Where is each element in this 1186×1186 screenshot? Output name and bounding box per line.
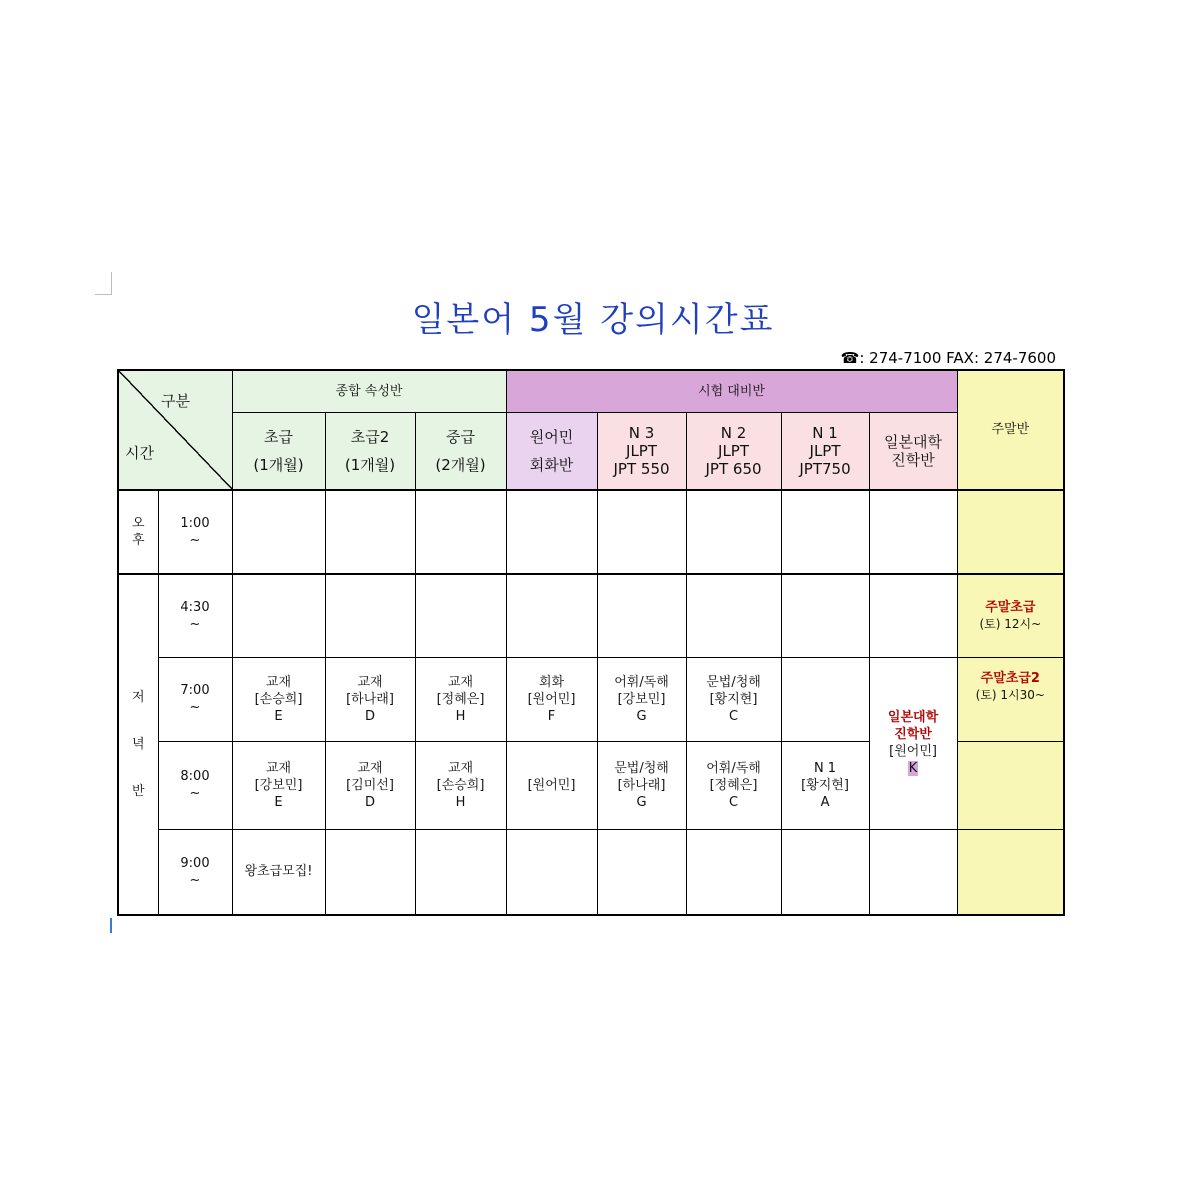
class-teacher: [하나래] — [617, 777, 666, 793]
schedule-cell — [686, 829, 781, 915]
class-cell — [506, 657, 597, 741]
class-teacher: [황지현] — [709, 691, 758, 707]
time-value: 4:30 — [180, 599, 210, 615]
class-room: A — [820, 794, 830, 810]
class-subject: 교재 — [265, 760, 292, 776]
schedule-cell — [869, 490, 957, 574]
header-corner-cell — [118, 370, 232, 490]
class-subject: 문법/청해 — [614, 760, 669, 776]
class-room: C — [728, 794, 739, 810]
schedule-cell — [506, 574, 597, 657]
class-cell — [415, 741, 506, 829]
class-teacher: [강보민] — [254, 777, 303, 793]
class-subject: 문법/청해 — [706, 674, 761, 690]
time-tilde: ~ — [189, 872, 201, 888]
course-exam: JLPT — [809, 441, 841, 460]
class-name: 일본대학 — [887, 710, 939, 725]
time-slot-5 — [158, 829, 232, 915]
class-cell — [597, 657, 686, 741]
period-afternoon — [118, 490, 158, 574]
class-cell — [232, 657, 325, 741]
schedule-cell — [686, 574, 781, 657]
class-subject: 교재 — [265, 674, 292, 690]
weekend-class-2 — [957, 657, 1064, 741]
class-cell — [506, 741, 597, 829]
class-teacher: [황지현] — [801, 777, 849, 793]
weekend-class-time: (토) 12시~ — [979, 616, 1042, 631]
course-score: JPT 650 — [705, 459, 762, 478]
schedule-cell — [781, 574, 869, 657]
class-room: H — [455, 794, 466, 810]
class-subject: 교재 — [447, 674, 474, 690]
class-subject: 회화 — [538, 674, 565, 690]
class-name-line2: 진학반 — [894, 727, 932, 742]
schedule-cell — [781, 829, 869, 915]
recruit-notice-cell — [232, 829, 325, 915]
class-subject: N 1 — [813, 760, 837, 776]
class-teacher: [강보민] — [617, 691, 666, 707]
course-header-n2 — [686, 412, 781, 490]
weekend-class-name: 주말초급2 — [980, 670, 1040, 686]
weekend-cell — [957, 741, 1064, 829]
class-teacher: [김미선] — [346, 777, 394, 793]
time-value: 7:00 — [180, 683, 210, 698]
university-prep-class — [869, 657, 957, 829]
course-name: 초급 — [264, 427, 293, 446]
time-tilde: ~ — [189, 786, 201, 801]
class-cell — [325, 657, 415, 741]
class-teacher: [정혜은] — [436, 691, 485, 707]
group-exam-header: 시험 대비반 — [506, 370, 957, 412]
course-header-beginner2 — [325, 412, 415, 490]
class-teacher: [원어민] — [527, 691, 576, 707]
period-char: 녁 — [131, 737, 145, 752]
schedule-cell — [869, 574, 957, 657]
class-subject: 교재 — [447, 760, 474, 776]
class-room: C — [728, 708, 739, 724]
class-cell — [686, 657, 781, 741]
period-char: 저 — [131, 690, 145, 705]
contact-info: ☎: 274-7100 FAX: 274-7600 — [840, 349, 1056, 367]
course-name: 원어민 — [529, 427, 574, 446]
class-subject: 교재 — [357, 760, 383, 776]
class-cell — [415, 657, 506, 741]
schedule-cell — [232, 490, 325, 574]
schedule-cell — [781, 657, 869, 741]
schedule-cell — [506, 490, 597, 574]
schedule-cell — [869, 829, 957, 915]
schedule-cell — [597, 490, 686, 574]
course-name-line2: 진학반 — [891, 450, 935, 469]
course-level: N 1 — [812, 423, 838, 442]
schedule-cell — [686, 490, 781, 574]
weekend-class-name: 주말초급 — [985, 599, 1036, 615]
time-label: 시간 — [125, 444, 154, 462]
weekend-cell — [957, 490, 1064, 574]
class-teacher: [정혜은] — [709, 777, 758, 793]
course-header-native-conversation — [506, 412, 597, 490]
course-name: 초급2 — [350, 427, 390, 446]
schedule-cell — [597, 574, 686, 657]
group-intensive-header: 종합 속성반 — [232, 370, 506, 412]
recruit-notice: 왕초급모집! — [244, 864, 313, 880]
class-teacher: [원어민] — [889, 744, 937, 759]
time-tilde: ~ — [189, 700, 201, 715]
schedule-cell — [597, 829, 686, 915]
class-cell — [232, 741, 325, 829]
time-tilde: ~ — [189, 533, 201, 548]
course-name: 일본대학 — [884, 432, 943, 451]
class-room: G — [636, 708, 647, 724]
time-slot-1 — [158, 490, 232, 574]
time-value: 9:00 — [180, 855, 210, 871]
page-title: 일본어 5월 강의시간표 — [411, 300, 775, 340]
class-subject: 어휘/독해 — [614, 674, 669, 690]
class-room: H — [455, 708, 466, 724]
course-header-n3 — [597, 412, 686, 490]
weekend-header: 주말반 — [957, 370, 1064, 490]
course-score: JPT 550 — [613, 459, 670, 478]
schedule-cell — [325, 829, 415, 915]
class-room: E — [274, 794, 283, 810]
class-cell — [781, 741, 869, 829]
course-duration: (1개월) — [344, 455, 396, 474]
schedule-cell — [781, 490, 869, 574]
schedule-cell — [325, 490, 415, 574]
time-slot-4 — [158, 741, 232, 829]
weekend-class-1 — [957, 574, 1064, 657]
class-teacher: [손승희] — [254, 691, 303, 707]
period-char: 반 — [131, 784, 145, 799]
period-char: 오 — [131, 516, 145, 531]
course-score: JPT750 — [799, 459, 851, 478]
weekend-cell — [957, 829, 1064, 915]
class-teacher: [하나래] — [346, 691, 394, 707]
course-header-n1 — [781, 412, 869, 490]
schedule-cell — [232, 574, 325, 657]
course-header-beginner — [232, 412, 325, 490]
course-name: 중급 — [446, 427, 475, 446]
schedule-cell — [415, 829, 506, 915]
course-duration: (2개월) — [435, 455, 486, 474]
class-subject: 어휘/독해 — [706, 760, 761, 776]
class-room: F — [547, 708, 556, 724]
course-level: N 2 — [720, 423, 747, 442]
time-value: 1:00 — [180, 516, 210, 531]
class-teacher: [손승희] — [436, 777, 485, 793]
time-tilde: ~ — [189, 616, 201, 632]
schedule-table — [117, 369, 1065, 916]
weekend-class-time: (토) 1시30~ — [975, 687, 1045, 702]
class-cell — [597, 741, 686, 829]
class-room: D — [364, 794, 375, 810]
period-char: 후 — [131, 533, 145, 548]
schedule-cell — [325, 574, 415, 657]
time-slot-2 — [158, 574, 232, 657]
class-room: D — [364, 708, 375, 724]
class-teacher: [원어민] — [527, 777, 576, 793]
class-cell — [325, 741, 415, 829]
course-header-intermediate — [415, 412, 506, 490]
time-value: 8:00 — [180, 769, 210, 784]
period-evening — [118, 574, 158, 915]
class-subject: 교재 — [357, 674, 383, 690]
course-level: N 3 — [628, 423, 655, 442]
class-room: K — [908, 761, 918, 776]
class-cell — [686, 741, 781, 829]
course-exam: JLPT — [626, 441, 658, 460]
schedule-cell — [415, 574, 506, 657]
course-duration: (1개월) — [253, 455, 304, 474]
class-room: E — [274, 708, 283, 724]
category-label: 구분 — [161, 392, 190, 410]
text-cursor — [110, 918, 112, 933]
course-header-university — [869, 412, 957, 490]
course-name-line2: 회화반 — [529, 455, 574, 474]
time-slot-3 — [158, 657, 232, 741]
schedule-cell — [506, 829, 597, 915]
course-exam: JLPT — [718, 441, 750, 460]
schedule-cell — [415, 490, 506, 574]
class-room: G — [636, 794, 647, 810]
